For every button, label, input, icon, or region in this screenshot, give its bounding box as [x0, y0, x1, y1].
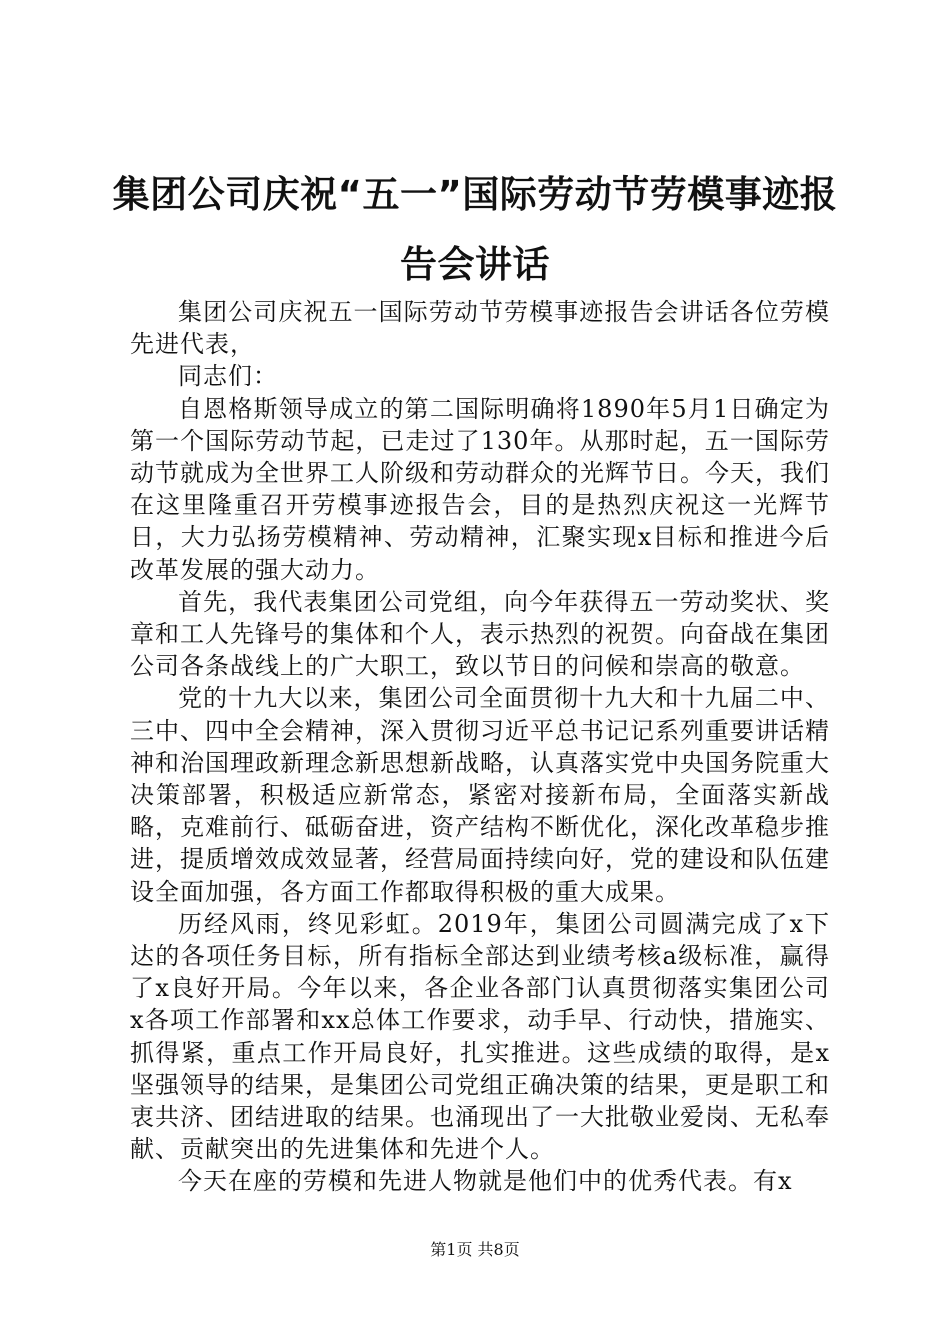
paragraph-results: 历经风雨，终见彩虹。2019年，集团公司圆满完成了x下达的各项任务目标，所有指标全部达到业绩考核a级标准，赢得了x良好开局。今年以来，各企业各部门认真贯彻落实集团公司x各项工作部署和xx总体工作要求，动手早、行动快，措施实、抓得紧，重点工作开局良好，扎实推进。这些成绩的取得，是x坚强领导的结果，是集团公司党组正确决策的结果，更是职工和衷共济、团结进取的结果。也涌现出了一大批敬业爱岗、无私奉献、贡献突出的先进集体和先进个人。 — [130, 909, 830, 1164]
paragraph-salutation: 集团公司庆祝五一国际劳动节劳模事迹报告会讲话各位劳模先进代表， — [130, 298, 830, 359]
paragraph-congratulations: 首先，我代表集团公司党组，向今年获得五一劳动奖状、奖章和工人先锋号的集体和个人，表示热烈的祝贺。向奋战在集团公司各条战线上的广大职工，致以节日的问候和崇高的敬意。 — [130, 587, 830, 681]
document-body — [130, 296, 830, 1198]
page-number-footer: 第1页 共8页 — [430, 1240, 520, 1259]
paragraph-achievements: 党的十九大以来，集团公司全面贯彻十九大和十九届二中、三中、四中全会精神，深入贯彻习近平总书记记系列重要讲话精神和治国理政新理念新思想新战略，认真落实党中央国务院重大决策部署，积极适应新常态，紧密对接新布局，全面落实新战略，克难前行、砥砺奋进，资产结构不断优化，深化改革稳步推进，提质增效成效显著，经营局面持续向好，党的建设和队伍建设全面加强，各方面工作都取得积极的重大成果。 — [130, 684, 830, 906]
paragraph-representatives: 今天在座的劳模和先进人物就是他们中的优秀代表。有x — [178, 1167, 793, 1196]
paragraph-history: 自恩格斯领导成立的第二国际明确将1890年5月1日确定为第一个国际劳动节起，已走过了130年。从那时起，五一国际劳动节就成为全世界工人阶级和劳动群众的光辉节日。今天，我们在这里隆重召开劳模事迹报告会，目的是热烈庆祝这一光辉节日，大力弘扬劳模精神、劳动精神，汇聚实现x目标和推进今后改革发展的强大动力。 — [130, 394, 830, 584]
paragraph-greeting: 同志们： — [178, 362, 278, 391]
document-title: 集团公司庆祝“五一”国际劳动节劳模事迹报告会讲话 — [112, 173, 838, 286]
